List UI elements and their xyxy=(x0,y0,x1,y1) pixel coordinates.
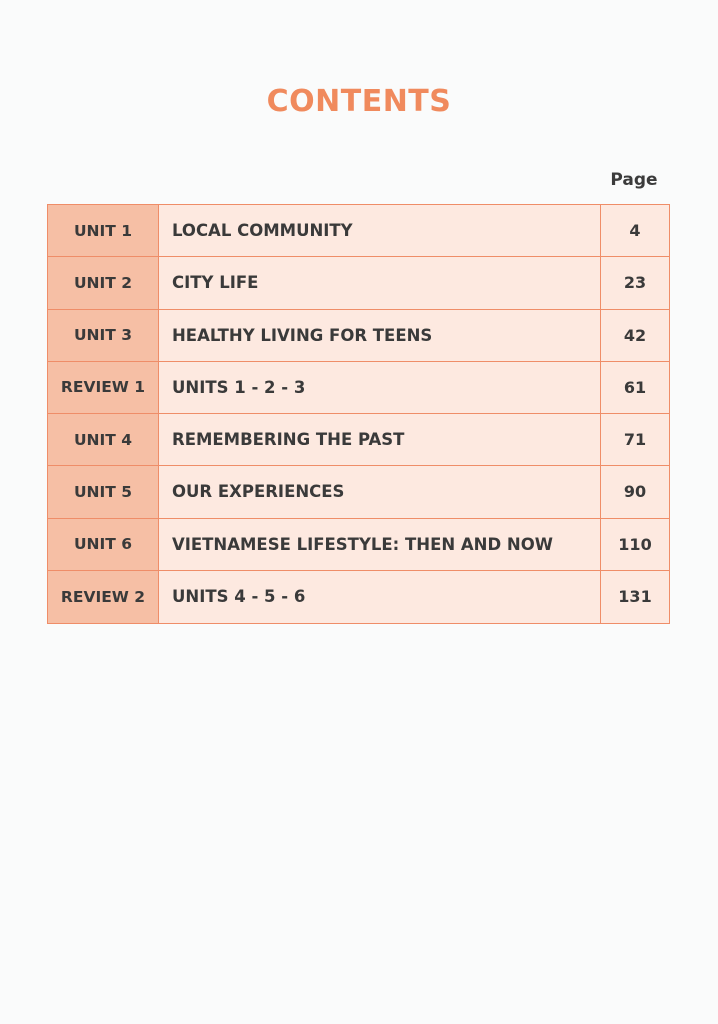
unit-topic: HEALTHY LIVING FOR TEENS xyxy=(159,310,601,361)
unit-topic: UNITS 1 - 2 - 3 xyxy=(159,362,601,413)
unit-topic: CITY LIFE xyxy=(159,257,601,308)
contents-table xyxy=(47,204,670,624)
page-number: 61 xyxy=(601,362,669,413)
unit-topic: UNITS 4 - 5 - 6 xyxy=(159,571,601,623)
unit-topic: OUR EXPERIENCES xyxy=(159,466,601,517)
table-row[interactable] xyxy=(48,466,669,518)
table-row[interactable] xyxy=(48,414,669,466)
unit-label: UNIT 4 xyxy=(48,414,159,465)
unit-label: REVIEW 1 xyxy=(48,362,159,413)
unit-label: UNIT 2 xyxy=(48,257,159,308)
unit-label: UNIT 1 xyxy=(48,205,159,256)
page-number: 110 xyxy=(601,519,669,570)
page-number: 90 xyxy=(601,466,669,517)
unit-topic: REMEMBERING THE PAST xyxy=(159,414,601,465)
table-row[interactable] xyxy=(48,362,669,414)
page-number: 71 xyxy=(601,414,669,465)
page-title: CONTENTS xyxy=(266,84,452,119)
table-row[interactable] xyxy=(48,257,669,309)
table-row[interactable] xyxy=(48,519,669,571)
table-row[interactable] xyxy=(48,571,669,623)
unit-topic: LOCAL COMMUNITY xyxy=(159,205,601,256)
unit-label: UNIT 6 xyxy=(48,519,159,570)
table-row[interactable] xyxy=(48,205,669,257)
page-column-label: Page xyxy=(610,170,658,190)
page-number: 42 xyxy=(601,310,669,361)
table-row[interactable] xyxy=(48,310,669,362)
unit-label: REVIEW 2 xyxy=(48,571,159,623)
unit-label: UNIT 5 xyxy=(48,466,159,517)
page-number: 23 xyxy=(601,257,669,308)
unit-label: UNIT 3 xyxy=(48,310,159,361)
unit-topic: VIETNAMESE LIFESTYLE: THEN AND NOW xyxy=(159,519,601,570)
page-number: 131 xyxy=(601,571,669,623)
page-number: 4 xyxy=(601,205,669,256)
